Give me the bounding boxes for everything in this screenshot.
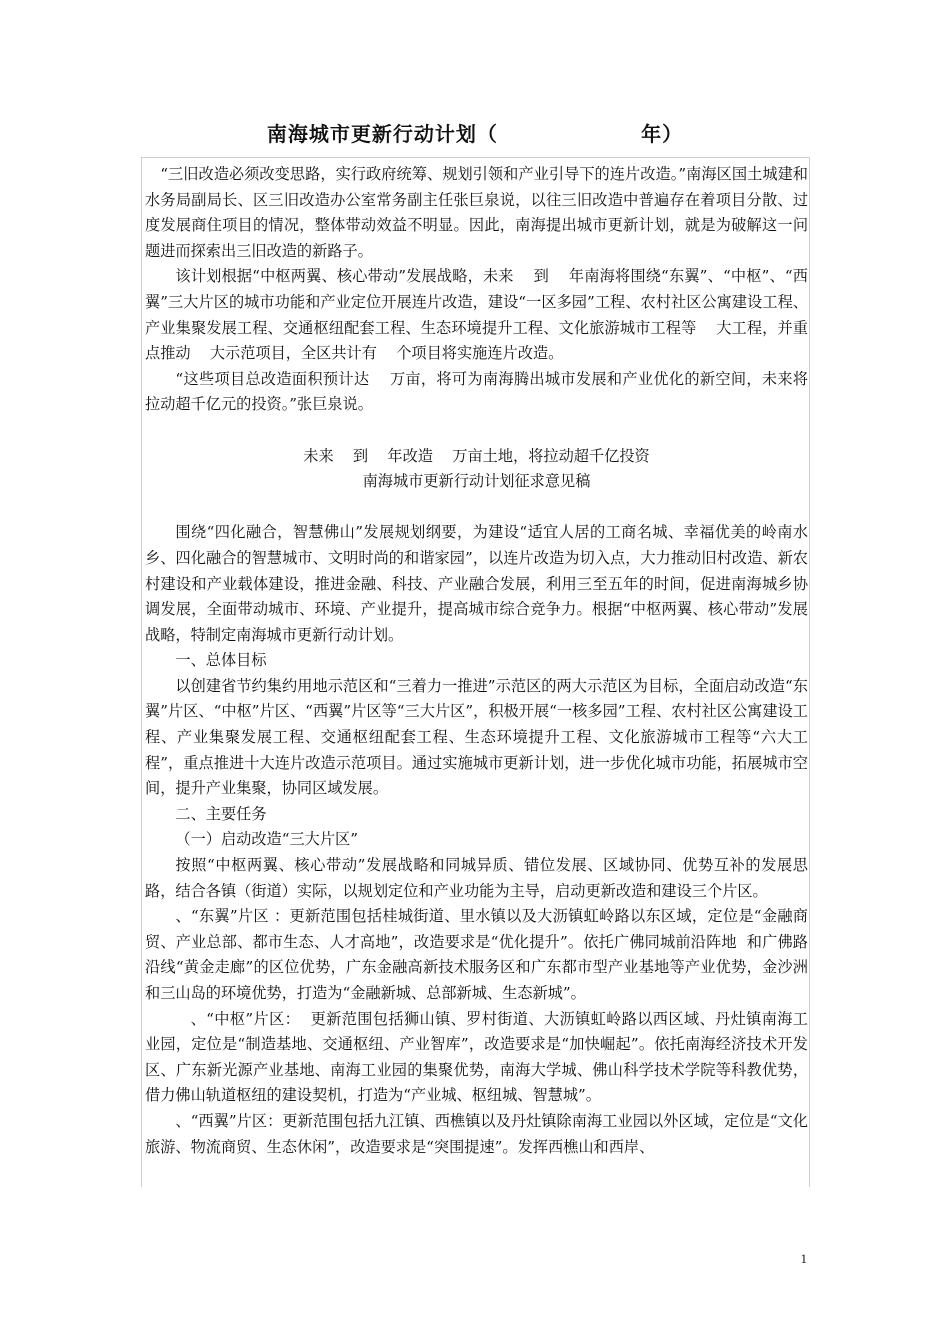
document-body	[145, 162, 808, 1160]
paragraph-central-hub: 、“中枢”片区： 更新范围包括狮山镇、罗村街道、大沥镇虹岭路以西区域、丹灶镇南海工业园，定位是“制造基地、交通枢纽、产业智库”，改造要求是“加快崛起”。依托南海经济技术开发区、广东新光源产业基地、南海工业园的集聚优势，南海大学城、佛山科学技术学院等科教优势，借力佛山轨道枢纽的建设契机，打造为“产业城、枢纽城、智慧城”。	[145, 1009, 808, 1105]
section-heading: 未来 到 年改造 万亩土地，将拉动超千亿投资	[303, 446, 650, 465]
paragraph-preamble: 围绕“四化融合，智慧佛山”发展规划纲要，为建设“适宜人居的工商名城、幸福优美的岭南水乡、四化融合的智慧城市、文明时尚的和谐家园”，以连片改造为切入点，大力推动旧村改造、新农村建设和产业载体建设，推进金融、科技、产业融合发展，利用三至五年的时间，促进南海城乡协调发展，全面带动城市、环境、产业提升，提高城市综合竞争力。根据“中枢两翼、核心带动”发展战略，特制定南海城市更新行动计划。	[145, 523, 808, 644]
paragraph-west-wing: 、“西翼”片区：更新范围包括九江镇、西樵镇以及丹灶镇除南海工业园以外区域，定位是“文化旅游、物流商贸、生态休闲”，改造要求是“突围提速”。发挥西樵山和西岸、	[145, 1111, 808, 1156]
heading-three-zones: （一）启动改造“三大片区”	[175, 830, 358, 849]
paragraph-quote-intro: “三旧改造必须改变思路，实行政府统筹、规划引领和产业引导下的连片改造。”南海区国土城建和水务局副局长、区三旧改造办公室常务副主任张巨泉说，以往三旧改造中普遍存在着项目分散、过度发展商住项目的情况，整体带动效益不明显。因此，南海提出城市更新计划，就是为破解这一问题进而探索出三旧改造的新路子。	[145, 165, 808, 260]
spacer	[145, 495, 808, 521]
paragraph-plan-overview: 该计划根据“中枢两翼、核心带动”发展战略，未来 到 年南海将围绕“东翼”、“中枢”、“西翼”三大片区的城市功能和产业定位开展连片改造，建设“一区多园”工程、农村社区公寓建设工程、产业集聚发展工程、交通枢纽配套工程、生态环境提升工程、文化旅游城市工程等 大工程，并重点推动 大示范项目，全区共计有 个项目将实施连片改造。	[145, 267, 808, 363]
paragraph-overall-goal: 以创建省节约集约用地示范区和“三着力一推进”示范区的两大示范区为目标，全面启动改造“东翼”片区、“中枢”片区、“西翼”片区等“三大片区”，积极开展“一核多园”工程、农村社区公寓建设工程、产业集聚发展工程、交通枢纽配套工程、生态环境提升工程、文化旅游城市工程等“六大工程”，重点推进十大连片改造示范项目。通过实施城市更新计划，进一步优化城市功能，拓展城市空间，提升产业集聚，协同区域发展。	[145, 676, 808, 798]
section-subheading: 南海城市更新行动计划征求意见稿	[362, 472, 591, 491]
heading-overall-goal: 一、总体目标	[175, 651, 267, 670]
page-number: 1	[800, 1251, 807, 1266]
heading-main-tasks: 二、主要任务	[175, 804, 267, 823]
paragraph-east-wing: 、“东翼”片区 ：更新范围包括桂城街道、里水镇以及大沥镇虹岭路以东区域，定位是“金融商贸、产业总部、都市生态、人才高地”，改造要求是“优化提升”。依托广佛同城前沿阵地 和广佛路沿线“黄金走廊”的区位优势，广东金融高新技术服务区和广东都市型产业基地等产业优势，金沙洲和三山岛的环境优势，打造为“金融新城、总部新城、生态新城”。	[145, 907, 808, 1002]
paragraph-quote-investment: “这些项目总改造面积预计达 万亩，将可为南海腾出城市发展和产业优化的新空间，未来将拉动超千亿元的投资。”张巨泉说。	[145, 369, 808, 414]
spacer	[145, 418, 808, 444]
document-title: 南海城市更新行动计划（ 年）	[266, 122, 684, 146]
paragraph-three-zones: 按照“中枢两翼、核心带动”发展战略和同城异质、错位发展、区域协同、优势互补的发展思路，结合各镇（街道）实际，以规划定位和产业功能为主导，启动更新改造和建设三个片区。	[145, 856, 808, 900]
